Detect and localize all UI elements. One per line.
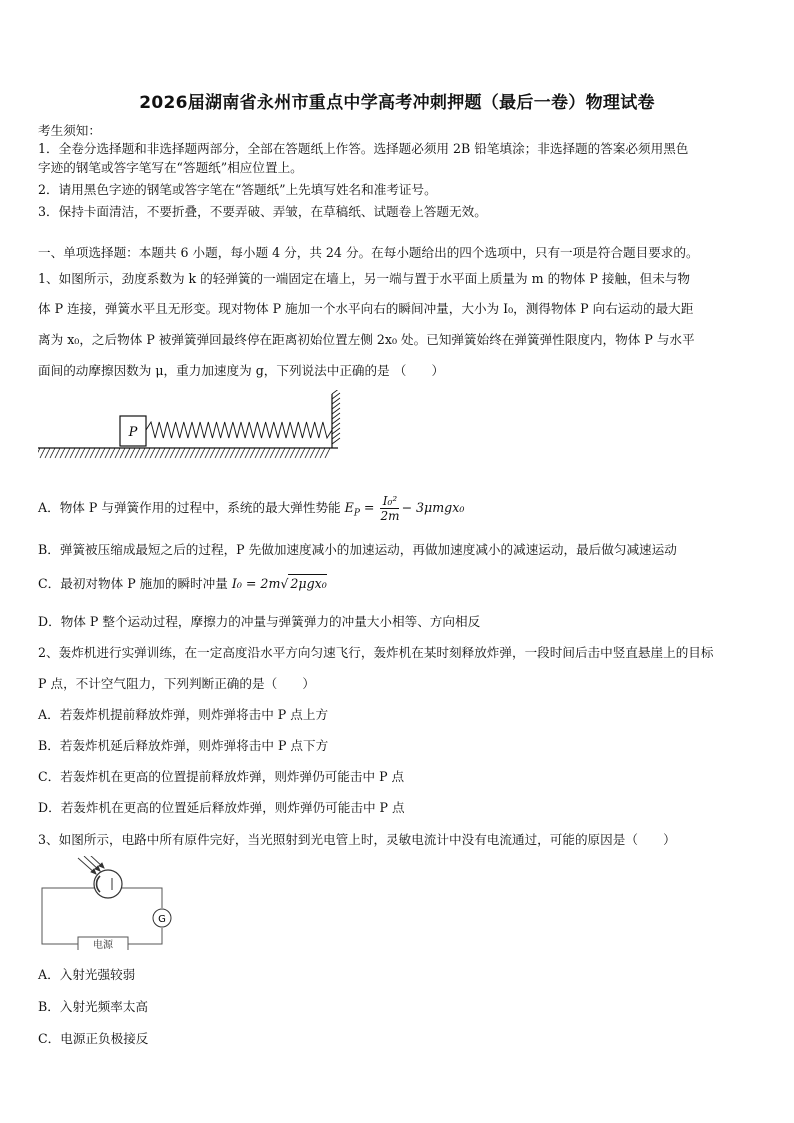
- question-1-stem: 1、如图所示，劲度系数为 k 的轻弹簧的一端固定在墙上，另一端与置于水平面上质量为 m 的物体 P 接触，但未与物: [38, 271, 690, 286]
- page-title: 2026届湖南省永州市重点中学高考冲刺押题（最后一卷）物理试卷: [139, 93, 655, 113]
- galvanometer-label: G: [158, 914, 166, 925]
- question-3-option-a[interactable]: A．入射光强较弱: [38, 967, 136, 982]
- photocell-tube: [94, 870, 122, 898]
- question-3-stem: 3、如图所示，电路中所有原件完好，当光照射到光电管上时，灵敏电流计中没有电流通过，可能的原因是（ ）: [38, 832, 676, 847]
- question-1-option-b[interactable]: B．弹簧被压缩成最短之后的过程，P 先做加速度减小的加速运动，再做加速度减小的减速运动，最后做匀减速运动: [38, 542, 677, 557]
- question-1-option-d[interactable]: D．物体 P 整个运动过程，摩擦力的冲量与弹簧弹力的冲量大小相等、方向相反: [38, 614, 481, 629]
- fraction: $\frac{\text{I₀²}}{2m}$: [380, 494, 400, 523]
- question-1-option-c[interactable]: C．最初对物体 P 施加的瞬时冲量 I₀ = 2m√ 2μgx₀: [38, 576, 327, 591]
- question-1-option-a[interactable]: A．物体 P 与弹簧作用的过程中，系统的最大弹性势能 $E_P$ = $\frac{\text{I₀²}}{2m}$ − 3μmgx₀: [38, 494, 465, 523]
- question-2-option-d[interactable]: D．若轰炸机在更高的位置延后释放炸弹，则炸弹仍可能击中 P 点: [38, 800, 405, 815]
- notice-heading: 考生须知：: [38, 123, 101, 138]
- spring: [146, 422, 332, 438]
- power-source-label: 电源: [93, 940, 113, 950]
- photocell-circuit-figure: [38, 856, 178, 950]
- question-2-stem: 2、轰炸机进行实弹训练，在一定高度沿水平方向匀速飞行，轰炸机在某时刻释放炸弹，一段时间后击中竖直悬崖上的目标: [38, 645, 714, 660]
- notice-item: 3．保持卡面清洁，不要折叠，不要弄破、弄皱，在草稿纸、试题卷上答题无效。: [38, 204, 487, 219]
- question-3-option-b[interactable]: B．入射光频率太高: [38, 999, 149, 1014]
- question-2-stem: P 点，不计空气阻力，下列判断正确的是（ ）: [38, 676, 315, 691]
- question-3-option-c[interactable]: C．电源正负极接反: [38, 1031, 149, 1046]
- question-2-option-c[interactable]: C．若轰炸机在更高的位置提前释放炸弹，则炸弹仍可能击中 P 点: [38, 769, 405, 784]
- notice-item: 1．全卷分选择题和非选择题两部分，全部在答题纸上作答。选择题必须用 2B 铅笔填涂；非选择题的答案必须用黑色: [38, 141, 689, 156]
- question-1-stem: 面间的动摩擦因数为 μ，重力加速度为 g，下列说法中正确的是 （ ）: [38, 363, 445, 378]
- notice-item: 2．请用黑色字迹的钢笔或答字笔在“答题纸”上先填写姓名和准考证号。: [38, 182, 437, 197]
- block-label: P: [128, 425, 138, 440]
- section-heading: 一、单项选择题：本题共 6 小题，每小题 4 分，共 24 分。在每小题给出的四个选项中，只有一项是符合题目要求的。: [38, 245, 699, 260]
- light-rays: [78, 856, 104, 874]
- question-2-option-a[interactable]: A．若轰炸机提前释放炸弹，则炸弹将击中 P 点上方: [38, 707, 329, 722]
- notice-item: 字迹的钢笔或答字笔写在“答题纸”相应位置上。: [38, 160, 303, 175]
- spring-block-figure: [38, 390, 344, 462]
- question-1-stem: 体 P 连接，弹簧水平且无形变。现对物体 P 施加一个水平向右的瞬间冲量，大小为 I₀，测得物体 P 向右运动的最大距: [38, 301, 694, 316]
- question-2-option-b[interactable]: B．若轰炸机延后释放炸弹，则炸弹将击中 P 点下方: [38, 738, 329, 753]
- question-1-stem: 离为 x₀，之后物体 P 被弹簧弹回最终停在距离初始位置左侧 2x₀ 处。已知弹簧始终在弹簧弹性限度内，物体 P 与水平: [38, 332, 695, 347]
